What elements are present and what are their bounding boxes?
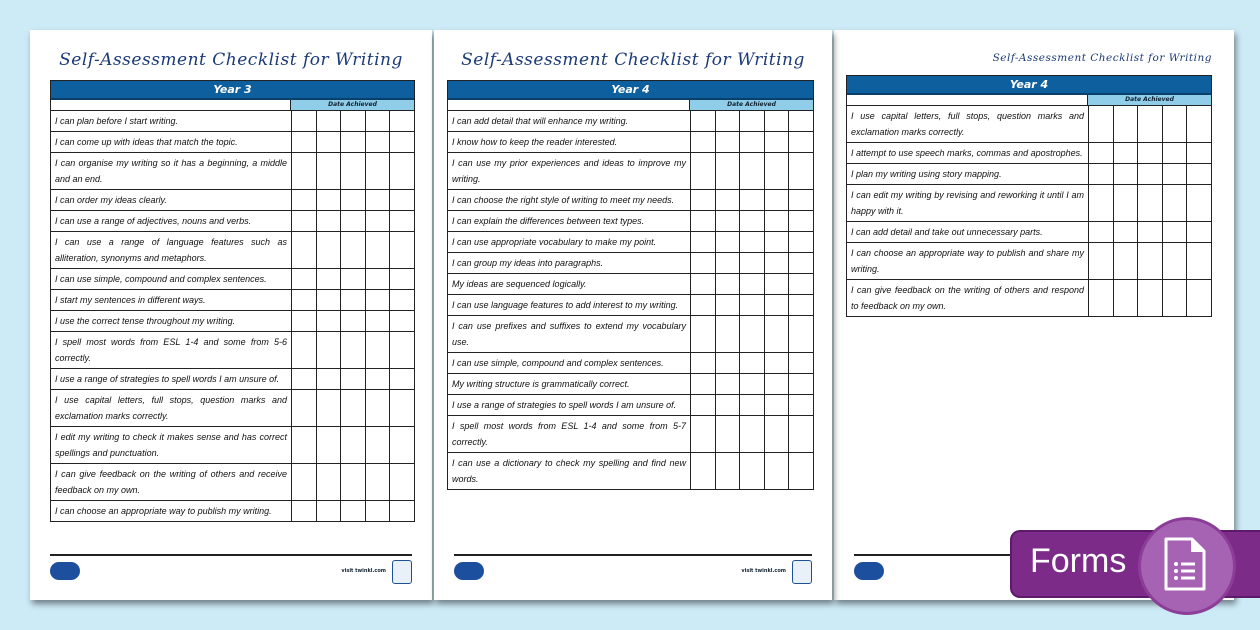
quality-badge-icon (392, 560, 412, 584)
date-cell[interactable] (739, 211, 764, 231)
statement: I can choose an appropriate way to publish and share my writing. (851, 248, 1084, 274)
date-cell[interactable] (739, 453, 764, 489)
date-cell[interactable] (739, 316, 764, 352)
date-cell[interactable] (788, 416, 813, 452)
date-cell[interactable] (715, 190, 740, 210)
statement: My writing structure is grammatically correct. (452, 379, 630, 389)
date-cell[interactable] (788, 232, 813, 252)
date-cell[interactable] (715, 211, 740, 231)
date-cell[interactable] (389, 464, 414, 500)
date-cell[interactable] (1113, 106, 1138, 142)
site-link: visit twinkl.com (741, 568, 786, 574)
date-cell[interactable] (291, 332, 316, 368)
date-cell[interactable] (389, 211, 414, 231)
table-row (448, 111, 813, 132)
date-cell[interactable] (316, 390, 341, 426)
table-row (448, 274, 813, 295)
date-cell[interactable] (715, 132, 740, 152)
date-header-row (847, 95, 1211, 106)
date-cell[interactable] (389, 501, 414, 521)
date-cell[interactable] (739, 132, 764, 152)
date-cell[interactable] (389, 153, 414, 189)
date-cell[interactable] (715, 253, 740, 273)
date-cell[interactable] (1137, 243, 1162, 279)
date-cell[interactable] (1137, 222, 1162, 242)
date-cell[interactable] (316, 369, 341, 389)
date-cell[interactable] (1137, 143, 1162, 163)
date-cell[interactable] (764, 111, 789, 131)
statement: My ideas are sequenced logically. (452, 279, 587, 289)
date-cell[interactable] (715, 295, 740, 315)
statement: I use a range of strategies to spell words I am unsure of. (55, 374, 280, 384)
table-row (51, 332, 414, 369)
table-row (448, 232, 813, 253)
date-achieved-header: Date Achieved (290, 100, 414, 110)
date-cell[interactable] (1088, 143, 1113, 163)
date-cell[interactable] (764, 132, 789, 152)
date-cell[interactable] (340, 427, 365, 463)
date-cell[interactable] (739, 274, 764, 294)
statement: I can choose the right style of writing to meet my needs. (452, 195, 675, 205)
table-row (448, 374, 813, 395)
statement: I can use a range of language features such as alliteration, synonyms and metaphors. (55, 237, 287, 263)
table-row (51, 501, 414, 521)
table-row (51, 427, 414, 464)
date-cell[interactable] (389, 427, 414, 463)
date-cell[interactable] (1113, 185, 1138, 221)
date-cell[interactable] (316, 332, 341, 368)
statement: I can use language features to add interest to my writing. (452, 300, 679, 310)
date-cell[interactable] (690, 395, 715, 415)
date-cell[interactable] (340, 190, 365, 210)
statement: I can give feedback on the writing of others and receive feedback on my own. (55, 469, 287, 495)
date-cell[interactable] (1137, 280, 1162, 316)
date-cell[interactable] (340, 269, 365, 289)
date-cell[interactable] (365, 369, 390, 389)
table-row (847, 106, 1211, 143)
statement: I use capital letters, full stops, question marks and exclamation marks correctly. (55, 395, 287, 421)
date-cell[interactable] (739, 374, 764, 394)
table-row (847, 164, 1211, 185)
table-row (448, 132, 813, 153)
date-cell[interactable] (291, 369, 316, 389)
statement: I spell most words from ESL 1-4 and some from 5-7 correctly. (452, 421, 686, 447)
date-cell[interactable] (365, 269, 390, 289)
year-header: Year 4 (448, 81, 813, 100)
date-cell[interactable] (316, 211, 341, 231)
statement: I know how to keep the reader interested. (452, 137, 618, 147)
table-row (448, 295, 813, 316)
date-cell[interactable] (1088, 106, 1113, 142)
worksheet-page-1 (30, 30, 432, 600)
date-cell[interactable] (690, 274, 715, 294)
statement: I spell most words from ESL 1-4 and some from 5-6 correctly. (55, 337, 287, 363)
statement: I can plan before I start writing. (55, 116, 179, 126)
date-cell[interactable] (340, 111, 365, 131)
table-row (51, 111, 414, 132)
date-cell[interactable] (715, 453, 740, 489)
date-cell[interactable] (739, 295, 764, 315)
table-row (847, 280, 1211, 316)
statement: I can use my prior experiences and ideas to improve my writing. (452, 158, 686, 184)
date-cell[interactable] (389, 232, 414, 268)
statement: I can use a range of adjectives, nouns and verbs. (55, 216, 252, 226)
table-row (51, 369, 414, 390)
date-cell[interactable] (739, 111, 764, 131)
page-title: Self-Assessment Checklist for Writing (461, 50, 805, 70)
table-row (847, 185, 1211, 222)
date-cell[interactable] (291, 111, 316, 131)
statement: I can edit my writing by revising and reworking it until I am happy with it. (851, 190, 1084, 216)
date-cell[interactable] (291, 290, 316, 310)
table-row (51, 390, 414, 427)
date-cell[interactable] (764, 153, 789, 189)
date-cell[interactable] (1162, 243, 1187, 279)
date-cell[interactable] (739, 190, 764, 210)
site-link: visit twinkl.com (341, 568, 386, 574)
date-header-row (448, 100, 813, 111)
date-cell[interactable] (1162, 143, 1187, 163)
date-cell[interactable] (788, 153, 813, 189)
statement: I edit my writing to check it makes sense and has correct spellings and punctuation. (55, 432, 287, 458)
date-cell[interactable] (291, 132, 316, 152)
date-cell[interactable] (788, 453, 813, 489)
table-row (847, 243, 1211, 280)
date-cell[interactable] (788, 353, 813, 373)
date-cell[interactable] (764, 295, 789, 315)
date-cell[interactable] (690, 190, 715, 210)
forms-label: Forms (1030, 542, 1127, 580)
statement: I plan my writing using story mapping. (851, 169, 1002, 179)
date-cell[interactable] (291, 269, 316, 289)
checklist-table (50, 80, 415, 522)
date-cell[interactable] (1186, 106, 1211, 142)
date-cell[interactable] (1113, 222, 1138, 242)
date-cell[interactable] (389, 311, 414, 331)
statement: I can add detail that will enhance my writing. (452, 116, 629, 126)
date-cell[interactable] (389, 332, 414, 368)
date-cell[interactable] (1186, 222, 1211, 242)
date-cell[interactable] (739, 153, 764, 189)
statement: I can explain the differences between text types. (452, 216, 645, 226)
footer-divider (50, 554, 412, 556)
table-row (448, 211, 813, 232)
page-title: Self-Assessment Checklist for Writing (992, 52, 1212, 64)
statement: I start my sentences in different ways. (55, 295, 206, 305)
date-cell[interactable] (291, 464, 316, 500)
date-cell[interactable] (690, 211, 715, 231)
date-cell[interactable] (340, 153, 365, 189)
date-cell[interactable] (291, 427, 316, 463)
statement: I can group my ideas into paragraphs. (452, 258, 604, 268)
date-cell[interactable] (739, 395, 764, 415)
date-cell[interactable] (316, 464, 341, 500)
date-achieved-header: Date Achieved (689, 100, 813, 110)
date-cell[interactable] (316, 290, 341, 310)
date-cell[interactable] (739, 353, 764, 373)
twinkl-logo (50, 562, 80, 580)
date-cell[interactable] (1113, 143, 1138, 163)
date-cell[interactable] (788, 211, 813, 231)
date-cell[interactable] (1088, 185, 1113, 221)
date-cell[interactable] (291, 211, 316, 231)
page-title: Self-Assessment Checklist for Writing (59, 50, 403, 70)
date-cell[interactable] (1088, 164, 1113, 184)
date-cell[interactable] (715, 111, 740, 131)
date-cell[interactable] (340, 211, 365, 231)
date-cell[interactable] (1088, 222, 1113, 242)
date-cell[interactable] (690, 253, 715, 273)
statement: I can use a dictionary to check my spelling and find new words. (452, 458, 686, 484)
date-cell[interactable] (291, 311, 316, 331)
statement: I can choose an appropriate way to publish my writing. (55, 506, 272, 516)
date-cell[interactable] (715, 153, 740, 189)
date-cell[interactable] (1186, 243, 1211, 279)
date-cell[interactable] (340, 464, 365, 500)
date-cell[interactable] (788, 111, 813, 131)
date-cell[interactable] (316, 311, 341, 331)
table-row (51, 190, 414, 211)
date-cell[interactable] (291, 232, 316, 268)
date-cell[interactable] (365, 501, 390, 521)
date-cell[interactable] (1186, 143, 1211, 163)
date-cell[interactable] (316, 190, 341, 210)
date-cell[interactable] (764, 274, 789, 294)
date-cell[interactable] (715, 416, 740, 452)
date-cell[interactable] (690, 111, 715, 131)
date-cell[interactable] (690, 416, 715, 452)
date-cell[interactable] (340, 232, 365, 268)
statement: I can use simple, compound and complex sentences. (55, 274, 267, 284)
table-row (51, 311, 414, 332)
date-cell[interactable] (365, 464, 390, 500)
date-cell[interactable] (365, 190, 390, 210)
date-cell[interactable] (715, 353, 740, 373)
date-cell[interactable] (739, 416, 764, 452)
statement: I can use prefixes and suffixes to extend my vocabulary use. (452, 321, 686, 347)
table-row (51, 153, 414, 190)
table-row (847, 222, 1211, 243)
date-cell[interactable] (1162, 222, 1187, 242)
date-cell[interactable] (389, 369, 414, 389)
checklist-table (447, 80, 814, 490)
date-cell[interactable] (365, 311, 390, 331)
table-row (448, 453, 813, 489)
checklist-table (846, 75, 1212, 317)
table-row (448, 253, 813, 274)
date-cell[interactable] (1088, 243, 1113, 279)
date-cell[interactable] (365, 153, 390, 189)
statement: I use the correct tense throughout my writing. (55, 316, 236, 326)
date-cell[interactable] (715, 374, 740, 394)
date-cell[interactable] (690, 316, 715, 352)
date-cell[interactable] (316, 153, 341, 189)
date-cell[interactable] (764, 190, 789, 210)
table-row (51, 269, 414, 290)
table-row (51, 132, 414, 153)
table-row (847, 143, 1211, 164)
date-cell[interactable] (365, 390, 390, 426)
date-cell[interactable] (389, 190, 414, 210)
blank-cell (448, 100, 689, 110)
date-cell[interactable] (291, 153, 316, 189)
date-cell[interactable] (340, 369, 365, 389)
statement: I can use simple, compound and complex sentences. (452, 358, 664, 368)
date-cell[interactable] (764, 253, 789, 273)
table-row (448, 153, 813, 190)
date-cell[interactable] (690, 374, 715, 394)
year-header: Year 4 (847, 76, 1211, 95)
date-cell[interactable] (764, 374, 789, 394)
date-cell[interactable] (764, 395, 789, 415)
date-cell[interactable] (1186, 280, 1211, 316)
date-cell[interactable] (1088, 280, 1113, 316)
table-row (448, 395, 813, 416)
table-row (51, 211, 414, 232)
blank-cell (847, 95, 1087, 105)
date-cell[interactable] (316, 111, 341, 131)
date-achieved-header: Date Achieved (1087, 95, 1211, 105)
date-cell[interactable] (1162, 106, 1187, 142)
date-cell[interactable] (788, 253, 813, 273)
date-cell[interactable] (764, 232, 789, 252)
date-cell[interactable] (715, 232, 740, 252)
date-cell[interactable] (316, 427, 341, 463)
date-cell[interactable] (1137, 185, 1162, 221)
date-cell[interactable] (788, 190, 813, 210)
google-forms-icon (1138, 517, 1236, 615)
date-cell[interactable] (690, 295, 715, 315)
statement: I can give feedback on the writing of others and respond to feedback on my own. (851, 285, 1084, 311)
date-cell[interactable] (316, 501, 341, 521)
date-cell[interactable] (1113, 164, 1138, 184)
table-row (448, 190, 813, 211)
date-cell[interactable] (788, 295, 813, 315)
date-cell[interactable] (1137, 106, 1162, 142)
date-cell[interactable] (1162, 164, 1187, 184)
date-cell[interactable] (764, 316, 789, 352)
date-cell[interactable] (788, 374, 813, 394)
date-cell[interactable] (1113, 243, 1138, 279)
year-header: Year 3 (51, 81, 414, 100)
statement: I can add detail and take out unnecessary parts. (851, 227, 1043, 237)
date-cell[interactable] (365, 211, 390, 231)
table-row (448, 316, 813, 353)
date-cell[interactable] (291, 190, 316, 210)
date-cell[interactable] (1137, 164, 1162, 184)
date-cell[interactable] (788, 316, 813, 352)
date-cell[interactable] (739, 232, 764, 252)
date-cell[interactable] (389, 111, 414, 131)
date-cell[interactable] (316, 132, 341, 152)
date-cell[interactable] (764, 211, 789, 231)
date-cell[interactable] (389, 269, 414, 289)
date-cell[interactable] (715, 316, 740, 352)
blank-cell (51, 100, 290, 110)
table-row (51, 232, 414, 269)
table-row (448, 353, 813, 374)
statement: I use a range of strategies to spell words I am unsure of. (452, 400, 677, 410)
date-cell[interactable] (690, 453, 715, 489)
date-cell[interactable] (1162, 185, 1187, 221)
date-cell[interactable] (1113, 280, 1138, 316)
date-cell[interactable] (291, 501, 316, 521)
date-cell[interactable] (1186, 185, 1211, 221)
date-cell[interactable] (788, 274, 813, 294)
quality-badge-icon (792, 560, 812, 584)
statement: I can come up with ideas that match the topic. (55, 137, 238, 147)
twinkl-logo (854, 562, 884, 580)
date-cell[interactable] (316, 269, 341, 289)
date-cell[interactable] (764, 416, 789, 452)
date-cell[interactable] (690, 153, 715, 189)
date-cell[interactable] (715, 274, 740, 294)
statement: I can organise my writing so it has a beginning, a middle and an end. (55, 158, 287, 184)
date-cell[interactable] (340, 390, 365, 426)
date-cell[interactable] (788, 132, 813, 152)
date-cell[interactable] (365, 332, 390, 368)
date-cell[interactable] (365, 232, 390, 268)
date-cell[interactable] (340, 332, 365, 368)
date-cell[interactable] (715, 395, 740, 415)
date-cell[interactable] (389, 390, 414, 426)
date-cell[interactable] (389, 132, 414, 152)
date-cell[interactable] (340, 132, 365, 152)
date-cell[interactable] (690, 132, 715, 152)
date-cell[interactable] (340, 311, 365, 331)
statement: I use capital letters, full stops, question marks and exclamation marks correctly. (851, 111, 1084, 137)
date-cell[interactable] (365, 111, 390, 131)
date-cell[interactable] (1162, 280, 1187, 316)
date-header-row (51, 100, 414, 111)
date-cell[interactable] (365, 290, 390, 310)
date-cell[interactable] (739, 253, 764, 273)
statement: I attempt to use speech marks, commas and apostrophes. (851, 148, 1083, 158)
twinkl-logo (454, 562, 484, 580)
date-cell[interactable] (764, 353, 789, 373)
date-cell[interactable] (788, 395, 813, 415)
date-cell[interactable] (690, 232, 715, 252)
date-cell[interactable] (365, 132, 390, 152)
table-row (51, 290, 414, 311)
worksheet-page-2 (434, 30, 832, 600)
date-cell[interactable] (690, 353, 715, 373)
date-cell[interactable] (389, 290, 414, 310)
date-cell[interactable] (340, 290, 365, 310)
worksheet-page-3 (834, 30, 1234, 600)
date-cell[interactable] (316, 232, 341, 268)
date-cell[interactable] (1186, 164, 1211, 184)
date-cell[interactable] (365, 427, 390, 463)
footer-divider (454, 554, 812, 556)
statement: I can use appropriate vocabulary to make my point. (452, 237, 657, 247)
date-cell[interactable] (340, 501, 365, 521)
statement: I can order my ideas clearly. (55, 195, 167, 205)
table-row (51, 464, 414, 501)
table-row (448, 416, 813, 453)
date-cell[interactable] (291, 390, 316, 426)
date-cell[interactable] (764, 453, 789, 489)
